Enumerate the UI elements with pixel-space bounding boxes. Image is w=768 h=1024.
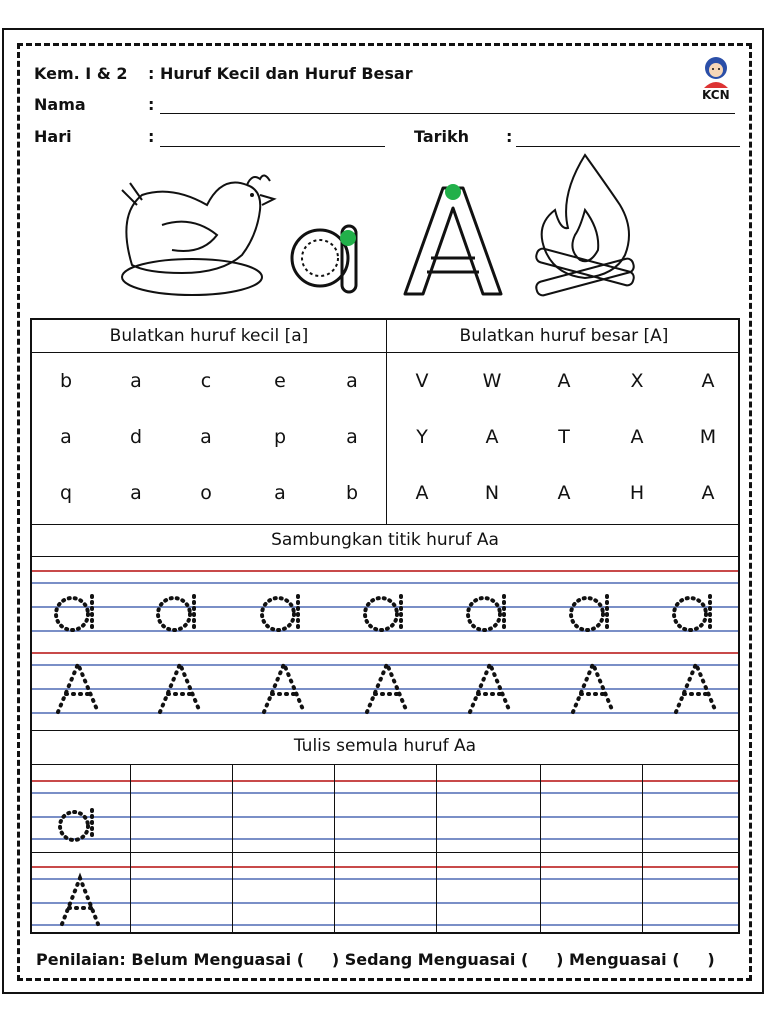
hari-field[interactable] (160, 146, 385, 147)
circle-letter[interactable]: c (200, 370, 212, 392)
column-divider (642, 764, 643, 934)
circle-letter[interactable]: a (200, 426, 212, 448)
guide-line-blue (32, 924, 738, 926)
tarikh-field[interactable] (516, 146, 740, 147)
trace-letter-A[interactable] (357, 658, 417, 777)
guide-line-red (32, 570, 738, 572)
guide-line-blue (32, 878, 738, 880)
lower-section-title: Bulatkan huruf kecil [a] (109, 326, 309, 346)
trace-letter-A[interactable] (666, 658, 726, 777)
circle-letter[interactable]: a (274, 482, 286, 504)
section-divider (32, 730, 738, 731)
circle-letter[interactable]: A (701, 482, 715, 504)
guide-line-red (32, 780, 738, 782)
trace-letter-A[interactable] (460, 658, 520, 777)
divider-vertical (386, 320, 387, 524)
hari-label: Hari (34, 127, 72, 146)
trace-letter-A[interactable] (254, 658, 314, 777)
circle-letter[interactable]: A (557, 482, 571, 504)
example-letter-A (50, 870, 110, 989)
circle-letter[interactable]: A (415, 482, 429, 504)
circle-letter[interactable]: A (630, 426, 644, 448)
trace-letter-A[interactable] (48, 658, 108, 777)
guide-line-blue (32, 792, 738, 794)
section-divider (32, 764, 738, 765)
hari-colon: : (148, 127, 155, 146)
circle-letter[interactable]: A (557, 370, 571, 392)
circle-letter[interactable]: a (346, 426, 358, 448)
tarikh-label: Tarikh (414, 127, 470, 146)
circle-letter[interactable]: W (482, 370, 502, 392)
guide-line-blue (32, 838, 738, 840)
circle-letter[interactable]: e (274, 370, 286, 392)
rewrite-section-title: Tulis semula huruf Aa (293, 736, 477, 756)
row-divider (32, 852, 738, 853)
logo-text: KCN (702, 88, 730, 102)
upper-section-title: Bulatkan huruf besar [A] (459, 326, 669, 346)
kem-value: : Huruf Kecil dan Huruf Besar (148, 64, 413, 83)
circle-letter[interactable]: Y (416, 426, 428, 448)
circle-letter[interactable]: b (345, 482, 359, 504)
circle-letter[interactable]: A (701, 370, 715, 392)
kem-label: Kem. I & 2 (34, 64, 128, 83)
circle-letter[interactable]: a (60, 426, 72, 448)
section-divider (32, 524, 738, 525)
circle-letter[interactable]: o (200, 482, 212, 504)
column-divider (540, 764, 541, 934)
guide-line-blue (32, 816, 738, 818)
circle-letter[interactable]: N (484, 482, 500, 504)
trace-letter-A[interactable] (563, 658, 623, 777)
circle-letter[interactable]: a (346, 370, 358, 392)
column-divider (436, 764, 437, 934)
column-divider (334, 764, 335, 934)
circle-letter[interactable]: b (59, 370, 73, 392)
circle-letter[interactable]: T (558, 426, 570, 448)
tarikh-colon: : (506, 127, 513, 146)
assessment-footer: Penilaian: Belum Menguasai ( ) Sedang Menguasai ( ) Menguasai ( ) (36, 950, 715, 969)
trace-letter-A[interactable] (150, 658, 210, 777)
column-divider (130, 764, 131, 934)
worksheet-table (30, 318, 740, 934)
column-divider (232, 764, 233, 934)
circle-letter[interactable]: H (629, 482, 645, 504)
circle-letter[interactable]: M (699, 426, 717, 448)
circle-letter[interactable]: d (129, 426, 143, 448)
circle-letter[interactable]: X (630, 370, 644, 392)
hen-icon (112, 155, 282, 305)
guide-line-blue (32, 902, 738, 904)
circle-letter[interactable]: V (415, 370, 429, 392)
nama-label: Nama (34, 95, 86, 114)
letter-A-guide-icon (397, 178, 507, 302)
circle-letter[interactable]: p (273, 426, 287, 448)
letter-a-guide-icon (282, 210, 372, 302)
circle-letter[interactable]: a (130, 370, 142, 392)
guide-line-red (32, 866, 738, 868)
nama-field[interactable] (160, 113, 735, 114)
trace-section-title: Sambungkan titik huruf Aa (271, 530, 499, 550)
nama-colon: : (148, 95, 155, 114)
circle-letter[interactable]: A (485, 426, 499, 448)
section-divider (32, 556, 738, 557)
fire-icon (530, 150, 645, 305)
header-divider (32, 352, 738, 353)
circle-letter[interactable]: q (59, 482, 73, 504)
circle-letter[interactable]: a (130, 482, 142, 504)
